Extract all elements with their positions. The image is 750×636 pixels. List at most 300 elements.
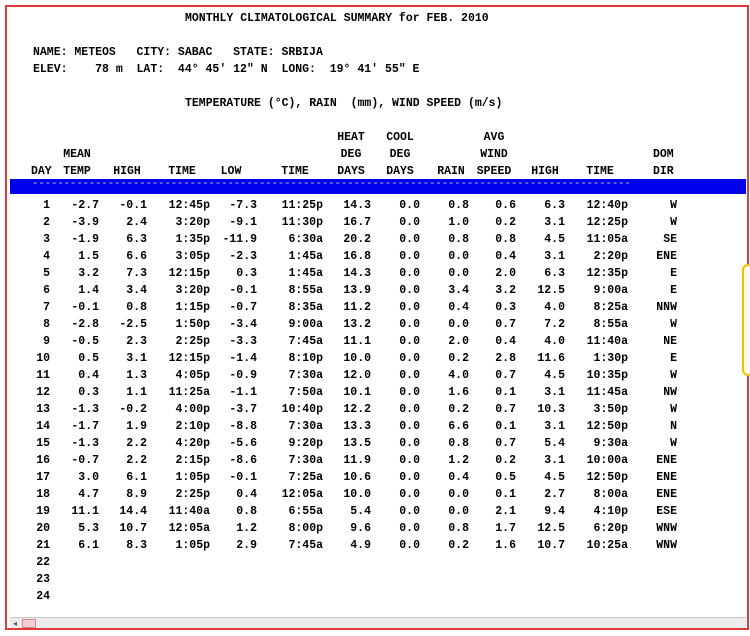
- cell-low: -0.1: [229, 284, 257, 297]
- cell-cool: 0.0: [399, 386, 420, 399]
- cell-wind: 0.1: [495, 386, 516, 399]
- cell-day: 1: [43, 199, 50, 212]
- report-window: [5, 5, 749, 630]
- cell-day: 14: [36, 420, 50, 433]
- column-header-dir-line3: DIR: [653, 165, 674, 178]
- cell-day: 22: [36, 556, 50, 569]
- cell-wind: 0.5: [495, 471, 516, 484]
- cell-mean: 1.4: [78, 284, 99, 297]
- cell-wtime: 11:40a: [586, 335, 628, 348]
- cell-high: 6.1: [126, 471, 147, 484]
- cell-low: -3.4: [229, 318, 257, 331]
- cell-day: 5: [43, 267, 50, 280]
- table-row: [7, 282, 747, 299]
- cell-dir: W: [670, 199, 677, 212]
- cell-rain: 0.4: [448, 301, 469, 314]
- cell-rain: 2.0: [448, 335, 469, 348]
- cell-ltime: 12:05a: [281, 488, 323, 501]
- table-row: [7, 520, 747, 537]
- cell-heat: 14.3: [343, 199, 371, 212]
- cell-cool: 0.0: [399, 437, 420, 450]
- cell-htime: 2:25p: [175, 488, 210, 501]
- table-row: [7, 214, 747, 231]
- cell-heat: 4.9: [350, 539, 371, 552]
- cell-day: 20: [36, 522, 50, 535]
- cell-whigh: 2.7: [544, 488, 565, 501]
- cell-whigh: 4.5: [544, 471, 565, 484]
- column-header-heat-line2: DEG: [340, 148, 362, 161]
- cell-dir: ENE: [656, 488, 677, 501]
- cell-dir: N: [670, 420, 677, 433]
- separator-dashes: -----------------------------------------------------------------------------------------------: [32, 179, 631, 190]
- table-row: [7, 231, 747, 248]
- cell-rain: 6.6: [448, 420, 469, 433]
- cell-heat: 10.0: [343, 352, 371, 365]
- cell-low: -9.1: [229, 216, 257, 229]
- cell-ltime: 7:25a: [288, 471, 323, 484]
- cell-cool: 0.0: [399, 539, 420, 552]
- cell-whigh: 6.3: [544, 199, 565, 212]
- cell-ltime: 7:45a: [288, 335, 323, 348]
- scroll-left-arrow-icon[interactable]: ◂: [12, 619, 17, 628]
- cell-htime: 4:00p: [175, 403, 210, 416]
- cell-high: -0.1: [119, 199, 147, 212]
- cell-ltime: 7:45a: [288, 539, 323, 552]
- cell-wind: 2.0: [495, 267, 516, 280]
- cell-ltime: 6:30a: [288, 233, 323, 246]
- table-row: [7, 384, 747, 401]
- cell-whigh: 11.6: [537, 352, 565, 365]
- cell-wtime: 11:05a: [586, 233, 628, 246]
- cell-wtime: 11:45a: [586, 386, 628, 399]
- cell-low: 1.2: [236, 522, 257, 535]
- station-info-line: NAME: METEOS CITY: SABAC STATE: SRBIJA: [33, 46, 323, 59]
- location-info-line: ELEV: 78 m LAT: 44° 45' 12" N LONG: 19° 41' 55" E: [33, 63, 420, 76]
- cell-dir: W: [670, 369, 677, 382]
- cell-htime: 12:45p: [168, 199, 210, 212]
- cell-day: 19: [36, 505, 50, 518]
- cell-cool: 0.0: [399, 233, 420, 246]
- cell-day: 15: [36, 437, 50, 450]
- cell-wtime: 4:10p: [593, 505, 628, 518]
- cell-ltime: 8:00p: [288, 522, 323, 535]
- column-header-ltime-line3: TIME: [281, 165, 309, 178]
- cell-wtime: 1:30p: [593, 352, 628, 365]
- cell-high: 2.2: [126, 437, 147, 450]
- cell-low: 0.4: [236, 488, 257, 501]
- cell-high: 7.3: [126, 267, 147, 280]
- column-header-cool-line3: DAYS: [386, 165, 414, 178]
- cell-dir: ENE: [656, 250, 677, 263]
- cell-rain: 0.8: [448, 522, 469, 535]
- cell-high: 6.3: [126, 233, 147, 246]
- cell-whigh: 9.4: [544, 505, 565, 518]
- units-line: TEMPERATURE (°C), RAIN (mm), WIND SPEED (m/s): [185, 97, 503, 110]
- cell-mean: 0.5: [78, 352, 99, 365]
- cell-mean: 11.1: [71, 505, 99, 518]
- cell-day: 10: [36, 352, 50, 365]
- cell-wtime: 10:35p: [586, 369, 628, 382]
- cell-mean: -1.9: [71, 233, 99, 246]
- cell-wtime: 12:50p: [586, 420, 628, 433]
- cell-heat: 11.2: [343, 301, 371, 314]
- table-row: [7, 486, 747, 503]
- cell-heat: 13.2: [343, 318, 371, 331]
- header-separator-bar: [10, 179, 746, 194]
- cell-wind: 0.7: [495, 403, 516, 416]
- cell-htime: 11:40a: [168, 505, 210, 518]
- cell-dir: NW: [663, 386, 677, 399]
- cell-heat: 10.6: [343, 471, 371, 484]
- table-row: [7, 299, 747, 316]
- cell-ltime: 7:50a: [288, 386, 323, 399]
- cell-heat: 16.8: [343, 250, 371, 263]
- cell-high: 0.8: [126, 301, 147, 314]
- cell-cool: 0.0: [399, 318, 420, 331]
- cell-wind: 0.6: [495, 199, 516, 212]
- cell-low: 2.9: [236, 539, 257, 552]
- cell-htime: 2:10p: [175, 420, 210, 433]
- cell-low: -0.7: [229, 301, 257, 314]
- table-row: [7, 197, 747, 214]
- table-row: [7, 316, 747, 333]
- cell-low: -1.1: [229, 386, 257, 399]
- horizontal-scrollbar[interactable]: [10, 617, 746, 629]
- column-header-cool-line2: DEG: [389, 148, 411, 161]
- cell-low: -5.6: [229, 437, 257, 450]
- cell-mean: -0.7: [71, 454, 99, 467]
- column-header-mean-line2: MEAN: [63, 148, 91, 161]
- cell-low: -3.7: [229, 403, 257, 416]
- table-row: [7, 265, 747, 282]
- cell-dir: E: [670, 267, 677, 280]
- cell-dir: ENE: [656, 454, 677, 467]
- cell-low: -3.3: [229, 335, 257, 348]
- cell-dir: ENE: [656, 471, 677, 484]
- cell-cool: 0.0: [399, 454, 420, 467]
- cell-high: 3.4: [126, 284, 147, 297]
- cell-cool: 0.0: [399, 216, 420, 229]
- cell-wind: 1.7: [495, 522, 516, 535]
- cell-heat: 10.1: [343, 386, 371, 399]
- cell-wind: 3.2: [495, 284, 516, 297]
- table-row: [7, 537, 747, 554]
- cell-whigh: 4.0: [544, 335, 565, 348]
- cell-day: 9: [43, 335, 50, 348]
- cell-low: -2.3: [229, 250, 257, 263]
- cell-wind: 0.1: [495, 420, 516, 433]
- cell-wind: 0.4: [495, 335, 516, 348]
- cell-mean: -1.3: [71, 403, 99, 416]
- cell-heat: 14.3: [343, 267, 371, 280]
- cell-wind: 0.7: [495, 369, 516, 382]
- cell-ltime: 11:25p: [281, 199, 323, 212]
- cell-mean: 5.3: [78, 522, 99, 535]
- cell-high: 14.4: [119, 505, 147, 518]
- cell-whigh: 6.3: [544, 267, 565, 280]
- report-title: MONTHLY CLIMATOLOGICAL SUMMARY for FEB. 2010: [185, 12, 489, 25]
- column-header-wtime-line3: TIME: [586, 165, 614, 178]
- cell-high: 6.6: [126, 250, 147, 263]
- cell-dir: NE: [663, 335, 677, 348]
- cell-low: -8.8: [229, 420, 257, 433]
- cell-dir: ESE: [656, 505, 677, 518]
- cell-mean: 6.1: [78, 539, 99, 552]
- cell-rain: 0.0: [448, 267, 469, 280]
- cell-high: -0.2: [119, 403, 147, 416]
- table-row: [7, 554, 747, 571]
- cell-day: 13: [36, 403, 50, 416]
- cell-dir: W: [670, 437, 677, 450]
- cell-ltime: 8:35a: [288, 301, 323, 314]
- cell-wtime: 10:00a: [586, 454, 628, 467]
- cell-cool: 0.0: [399, 471, 420, 484]
- column-header-heat-line3: DAYS: [337, 165, 365, 178]
- cell-rain: 0.4: [448, 471, 469, 484]
- cell-rain: 3.4: [448, 284, 469, 297]
- cell-wind: 0.1: [495, 488, 516, 501]
- cell-htime: 2:15p: [175, 454, 210, 467]
- cell-low: -1.4: [229, 352, 257, 365]
- cell-mean: 4.7: [78, 488, 99, 501]
- cell-whigh: 3.1: [544, 386, 565, 399]
- cell-low: -8.6: [229, 454, 257, 467]
- cell-heat: 12.2: [343, 403, 371, 416]
- table-row: [7, 248, 747, 265]
- cell-dir: E: [670, 284, 677, 297]
- cell-htime: 1:05p: [175, 471, 210, 484]
- cell-htime: 11:25a: [168, 386, 210, 399]
- cell-wtime: 9:00a: [593, 284, 628, 297]
- side-panel-tab[interactable]: [742, 264, 750, 376]
- cell-day: 6: [43, 284, 50, 297]
- cell-ltime: 8:55a: [288, 284, 323, 297]
- column-header-wind-line3: SPEED: [476, 165, 512, 178]
- cell-heat: 13.9: [343, 284, 371, 297]
- cell-wind: 1.6: [495, 539, 516, 552]
- cell-wind: 0.2: [495, 454, 516, 467]
- cell-heat: 10.0: [343, 488, 371, 501]
- column-header-wind-line1: AVG: [483, 131, 505, 144]
- cell-mean: 3.0: [78, 471, 99, 484]
- cell-wtime: 9:30a: [593, 437, 628, 450]
- cell-rain: 0.2: [448, 352, 469, 365]
- cell-heat: 13.3: [343, 420, 371, 433]
- cell-htime: 1:50p: [175, 318, 210, 331]
- cell-rain: 0.8: [448, 233, 469, 246]
- cell-cool: 0.0: [399, 352, 420, 365]
- cell-high: 1.1: [126, 386, 147, 399]
- cell-low: -11.9: [222, 233, 257, 246]
- cell-cool: 0.0: [399, 488, 420, 501]
- cell-wind: 0.3: [495, 301, 516, 314]
- column-header-whigh-line3: HIGH: [531, 165, 559, 178]
- table-row: [7, 469, 747, 486]
- cell-ltime: 11:30p: [281, 216, 323, 229]
- cell-rain: 0.8: [448, 437, 469, 450]
- column-header-high-line3: HIGH: [113, 165, 141, 178]
- cell-heat: 5.4: [350, 505, 371, 518]
- cell-mean: 3.2: [78, 267, 99, 280]
- cell-mean: -1.3: [71, 437, 99, 450]
- cell-day: 12: [36, 386, 50, 399]
- cell-ltime: 1:45a: [288, 250, 323, 263]
- cell-mean: 0.4: [78, 369, 99, 382]
- cell-cool: 0.0: [399, 420, 420, 433]
- cell-wtime: 8:00a: [593, 488, 628, 501]
- cell-htime: 12:05a: [168, 522, 210, 535]
- cell-mean: -2.7: [71, 199, 99, 212]
- cell-dir: WNW: [656, 522, 677, 535]
- table-row: [7, 503, 747, 520]
- cell-whigh: 3.1: [544, 216, 565, 229]
- cell-rain: 0.2: [448, 539, 469, 552]
- cell-low: -0.9: [229, 369, 257, 382]
- cell-wind: 2.8: [495, 352, 516, 365]
- cell-ltime: 10:40p: [281, 403, 323, 416]
- cell-cool: 0.0: [399, 369, 420, 382]
- cell-ltime: 7:30a: [288, 369, 323, 382]
- cell-cool: 0.0: [399, 522, 420, 535]
- cell-htime: 3:20p: [175, 284, 210, 297]
- cell-day: 24: [36, 590, 50, 603]
- cell-mean: -3.9: [71, 216, 99, 229]
- cell-whigh: 12.5: [537, 522, 565, 535]
- cell-day: 3: [43, 233, 50, 246]
- table-row: [7, 588, 747, 605]
- cell-heat: 16.7: [343, 216, 371, 229]
- cell-day: 17: [36, 471, 50, 484]
- cell-htime: 4:05p: [175, 369, 210, 382]
- cell-whigh: 4.5: [544, 369, 565, 382]
- cell-ltime: 9:20p: [288, 437, 323, 450]
- cell-wtime: 12:35p: [586, 267, 628, 280]
- cell-wtime: 2:20p: [593, 250, 628, 263]
- cell-day: 4: [43, 250, 50, 263]
- cell-mean: 0.3: [78, 386, 99, 399]
- table-row: [7, 418, 747, 435]
- cell-wtime: 12:40p: [586, 199, 628, 212]
- cell-dir: WNW: [656, 539, 677, 552]
- cell-htime: 12:15p: [168, 352, 210, 365]
- cell-wtime: 12:25p: [586, 216, 628, 229]
- cell-low: 0.8: [236, 505, 257, 518]
- column-header-dir-line2: DOM: [653, 148, 674, 161]
- table-row: [7, 401, 747, 418]
- cell-heat: 9.6: [350, 522, 371, 535]
- table-row: [7, 452, 747, 469]
- cell-htime: 3:05p: [175, 250, 210, 263]
- cell-day: 16: [36, 454, 50, 467]
- table-row: [7, 571, 747, 588]
- cell-mean: -0.1: [71, 301, 99, 314]
- cell-low: -0.1: [229, 471, 257, 484]
- cell-ltime: 8:10p: [288, 352, 323, 365]
- cell-mean: 1.5: [78, 250, 99, 263]
- cell-ltime: 9:00a: [288, 318, 323, 331]
- column-header-day-line3: DAY: [31, 165, 52, 178]
- column-header-rain-line3: RAIN: [437, 165, 465, 178]
- scrollbar-thumb[interactable]: [22, 619, 36, 628]
- cell-rain: 0.0: [448, 318, 469, 331]
- cell-day: 23: [36, 573, 50, 586]
- cell-cool: 0.0: [399, 267, 420, 280]
- cell-cool: 0.0: [399, 505, 420, 518]
- cell-high: 2.2: [126, 454, 147, 467]
- cell-wtime: 8:25a: [593, 301, 628, 314]
- cell-dir: W: [670, 403, 677, 416]
- table-row: [7, 350, 747, 367]
- cell-heat: 11.9: [343, 454, 371, 467]
- cell-htime: 3:20p: [175, 216, 210, 229]
- cell-wind: 0.4: [495, 250, 516, 263]
- cell-low: -7.3: [229, 199, 257, 212]
- cell-whigh: 4.5: [544, 233, 565, 246]
- cell-wtime: 8:55a: [593, 318, 628, 331]
- cell-whigh: 10.7: [537, 539, 565, 552]
- column-header-wind-line2: WIND: [480, 148, 508, 161]
- cell-wtime: 6:20p: [593, 522, 628, 535]
- cell-htime: 1:35p: [175, 233, 210, 246]
- cell-rain: 1.0: [448, 216, 469, 229]
- column-header-low-line3: LOW: [220, 165, 242, 178]
- cell-high: 2.4: [126, 216, 147, 229]
- cell-wind: 0.7: [495, 318, 516, 331]
- cell-whigh: 3.1: [544, 454, 565, 467]
- cell-day: 21: [36, 539, 50, 552]
- cell-mean: -1.7: [71, 420, 99, 433]
- cell-cool: 0.0: [399, 250, 420, 263]
- cell-heat: 13.5: [343, 437, 371, 450]
- cell-day: 18: [36, 488, 50, 501]
- cell-rain: 4.0: [448, 369, 469, 382]
- cell-wind: 0.7: [495, 437, 516, 450]
- cell-dir: SE: [663, 233, 677, 246]
- cell-whigh: 3.1: [544, 250, 565, 263]
- cell-mean: -0.5: [71, 335, 99, 348]
- cell-dir: W: [670, 216, 677, 229]
- column-header-htime-line3: TIME: [168, 165, 196, 178]
- cell-high: 2.3: [126, 335, 147, 348]
- cell-rain: 0.0: [448, 250, 469, 263]
- cell-cool: 0.0: [399, 301, 420, 314]
- cell-htime: 1:05p: [175, 539, 210, 552]
- table-row: [7, 435, 747, 452]
- cell-htime: 1:15p: [175, 301, 210, 314]
- cell-rain: 1.2: [448, 454, 469, 467]
- cell-mean: -2.8: [71, 318, 99, 331]
- column-header-mean-line3: TEMP: [63, 165, 91, 178]
- cell-cool: 0.0: [399, 284, 420, 297]
- cell-dir: E: [670, 352, 677, 365]
- cell-wind: 0.2: [495, 216, 516, 229]
- cell-wind: 0.8: [495, 233, 516, 246]
- cell-cool: 0.0: [399, 199, 420, 212]
- cell-whigh: 12.5: [537, 284, 565, 297]
- cell-whigh: 7.2: [544, 318, 565, 331]
- cell-rain: 0.0: [448, 488, 469, 501]
- cell-htime: 4:20p: [175, 437, 210, 450]
- cell-htime: 12:15p: [168, 267, 210, 280]
- cell-high: 1.9: [126, 420, 147, 433]
- cell-day: 8: [43, 318, 50, 331]
- cell-high: 1.3: [126, 369, 147, 382]
- cell-high: 8.9: [126, 488, 147, 501]
- cell-htime: 2:25p: [175, 335, 210, 348]
- cell-dir: W: [670, 318, 677, 331]
- cell-wind: 2.1: [495, 505, 516, 518]
- cell-cool: 0.0: [399, 403, 420, 416]
